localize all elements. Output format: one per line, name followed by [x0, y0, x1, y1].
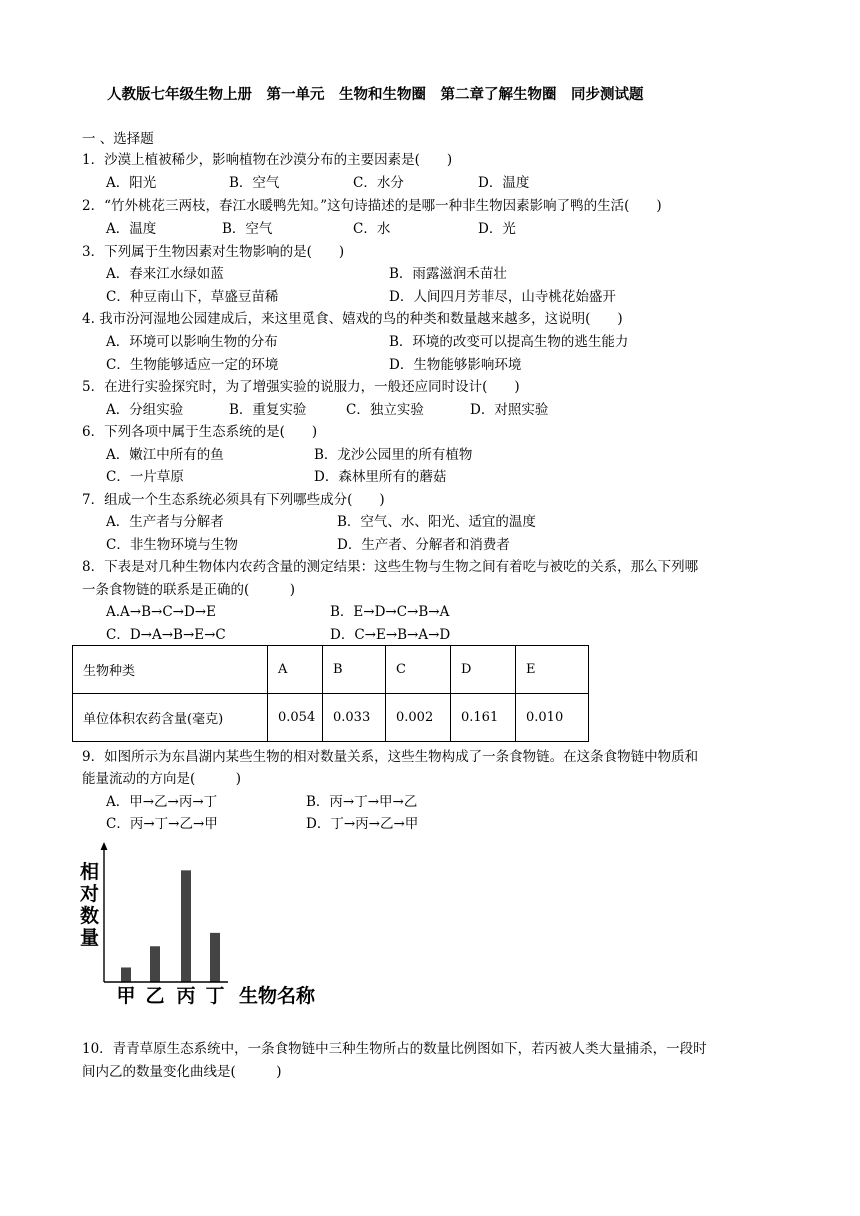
option-d: D．光	[478, 221, 516, 237]
page-title: 人教版七年级生物上册 第一单元 生物和生物圈 第二章了解生物圈 同步测试题	[107, 86, 644, 103]
option-b: B．环境的改变可以提高生物的逃生能力	[389, 334, 629, 350]
pesticide-table	[72, 645, 589, 742]
option-a: A．春来江水绿如蓝	[106, 266, 224, 282]
question-stem: 2．“竹外桃花三两枝，春江水暖鸭先知。”这句诗描述的是哪一种非生物因素影响了鸭的生活( )	[82, 198, 662, 214]
table-header-cell: E	[516, 646, 589, 694]
option-b: B．E→D→C→B→A	[330, 604, 450, 620]
option-d: D．人间四月芳菲尽，山寺桃花始盛开	[389, 289, 616, 305]
option-c: C．D→A→B→E→C	[106, 627, 226, 643]
option-d: D．生物能够影响环境	[389, 357, 522, 373]
option-c: C．独立实验	[346, 402, 424, 418]
option-d: D．对照实验	[470, 402, 549, 418]
question-stem: 7．组成一个生态系统必须具有下列哪些成分( )	[82, 492, 385, 508]
section-heading: 一 、选择题	[82, 131, 154, 147]
option-a: A．阳光	[106, 175, 157, 191]
y-axis-label-char: 数	[80, 905, 100, 927]
table-cell: 单位体积农药含量(毫克)	[73, 694, 268, 742]
question-stem-line2: 间内乙的数量变化曲线是( )	[82, 1064, 282, 1080]
question-stem-line2: 一条食物链的联系是正确的( )	[82, 582, 296, 598]
y-axis-label-char: 相	[80, 861, 100, 883]
question-stem: 6．下列各项中属于生态系统的是( )	[82, 424, 318, 440]
relative-quantity-bar-chart	[76, 838, 326, 1010]
option-c: C．非生物环境与生物	[106, 537, 238, 553]
option-a: A.A→B→C→D→E	[106, 604, 216, 620]
table-header-cell: B	[323, 646, 386, 694]
bar-丙	[181, 870, 191, 982]
question-stem-line1: 9．如图所示为东昌湖内某些生物的相对数量关系，这些生物构成了一条食物链。在这条食物链中物质和	[82, 749, 699, 765]
option-c: C．种豆南山下，草盛豆苗稀	[106, 289, 279, 305]
option-d: D．丁→丙→乙→甲	[306, 816, 419, 832]
option-b: B．龙沙公园里的所有植物	[314, 447, 473, 463]
table-cell: 0.033	[323, 694, 386, 742]
x-tick-label: 丁	[205, 985, 225, 1007]
question-stem: 3．下列属于生物因素对生物影响的是( )	[82, 244, 345, 260]
option-c: C．丙→丁→乙→甲	[106, 816, 218, 832]
question-stem: 5．在进行实验探究时，为了增强实验的说服力，一般还应同时设计( )	[82, 379, 520, 395]
question-stem-line1: 10．青青草原生态系统中，一条食物链中三种生物所占的数量比例图如下，若丙被人类大量捕杀，一段时	[82, 1041, 707, 1057]
table-row	[73, 694, 589, 742]
option-d: D．温度	[478, 175, 530, 191]
y-axis-label-char: 对	[80, 883, 100, 905]
y-axis-label-char: 量	[80, 927, 100, 949]
table-row	[73, 646, 589, 694]
option-a: A．甲→乙→丙→丁	[106, 794, 218, 810]
x-axis-label: 生物名称	[239, 985, 316, 1007]
table-cell: 0.161	[451, 694, 516, 742]
option-b: B．空气	[229, 175, 280, 191]
option-c: C．水分	[353, 175, 404, 191]
table-header-cell: A	[268, 646, 323, 694]
option-c: C．一片草原	[106, 469, 184, 485]
x-tick-label: 丙	[176, 985, 196, 1007]
x-tick-label: 乙	[145, 985, 165, 1007]
table-cell: 0.054	[268, 694, 323, 742]
option-b: B．重复实验	[229, 402, 307, 418]
option-a: A．嫩江中所有的鱼	[106, 447, 224, 463]
option-a: A．温度	[106, 221, 157, 237]
option-d: D．生产者、分解者和消费者	[337, 537, 510, 553]
option-a: A．分组实验	[106, 402, 184, 418]
question-stem-line1: 8．下表是对几种生物体内农药含量的测定结果：这些生物与生物之间有着吃与被吃的关系，那么下列哪	[82, 559, 699, 575]
bar-乙	[150, 946, 160, 982]
question-stem-line2: 能量流动的方向是( )	[82, 771, 242, 787]
table-cell: 0.002	[386, 694, 451, 742]
table-header-cell: D	[451, 646, 516, 694]
table-cell: 0.010	[516, 694, 589, 742]
option-c: C．水	[353, 221, 391, 237]
option-a: A．环境可以影响生物的分布	[106, 334, 278, 350]
table-header-cell: 生物种类	[73, 646, 268, 694]
bar-甲	[121, 967, 131, 982]
bar-丁	[210, 933, 220, 982]
x-tick-label: 甲	[116, 985, 136, 1007]
option-b: B．雨露滋润禾苗壮	[389, 266, 507, 282]
option-a: A．生产者与分解者	[106, 514, 224, 530]
option-b: B．丙→丁→甲→乙	[306, 794, 418, 810]
option-d: D．森林里所有的蘑菇	[314, 469, 447, 485]
question-stem: 4. 我市汾河湿地公园建成后，来这里觅食、嬉戏的鸟的种类和数量越来越多，这说明( )	[82, 311, 623, 327]
option-b: B．空气	[222, 221, 273, 237]
y-axis-arrow	[101, 842, 108, 850]
question-stem: 1．沙漠上植被稀少，影响植物在沙漠分布的主要因素是( )	[82, 152, 453, 168]
option-d: D．C→E→B→A→D	[330, 627, 451, 643]
table-header-cell: C	[386, 646, 451, 694]
option-c: C．生物能够适应一定的环境	[106, 357, 279, 373]
option-b: B．空气、水、阳光、适宜的温度	[337, 514, 536, 530]
